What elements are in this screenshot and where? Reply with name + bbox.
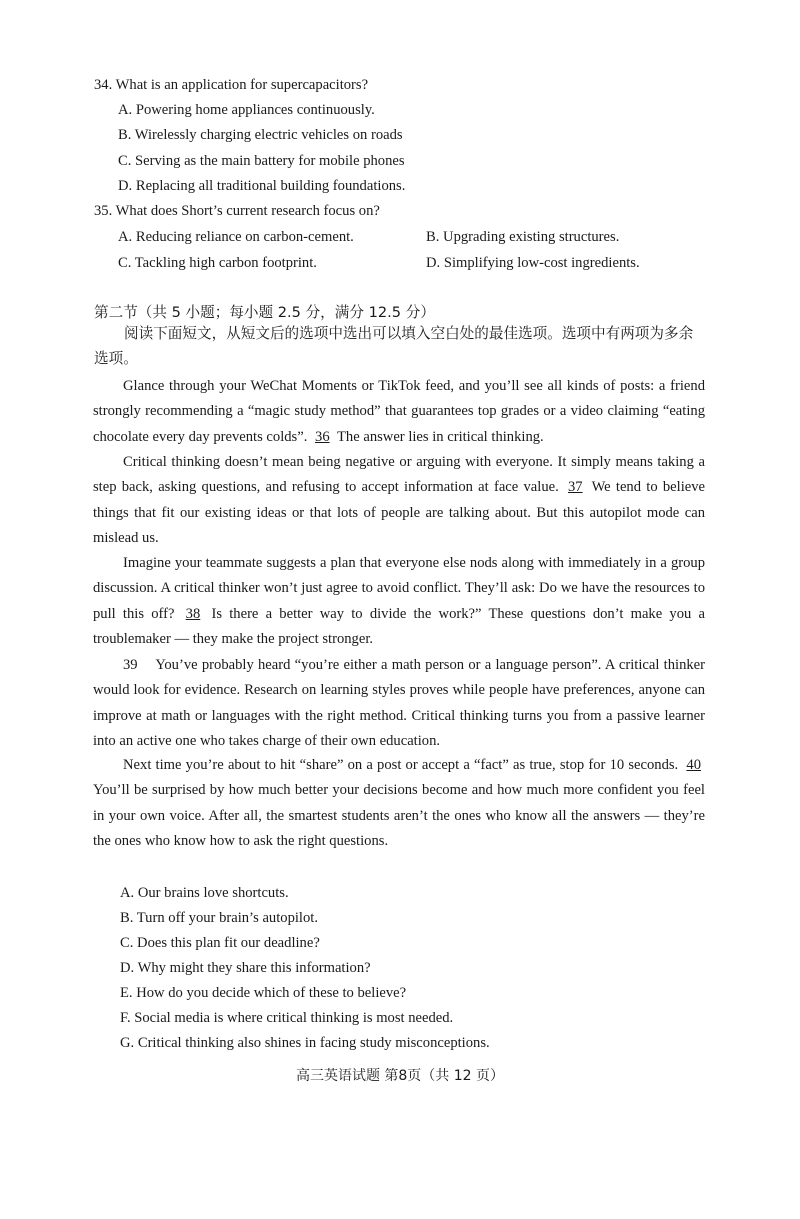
passage-paragraph-2 xyxy=(93,450,705,552)
blank-38: 38 xyxy=(185,605,201,622)
section-instruction: 阅读下面短文，从短文后的选项中选出可以填入空白处的最佳选项。选项中有两项为多余选项。 xyxy=(94,325,694,367)
passage-text: You’ve probably heard “you’re either a math person or a language person”. A critical thinker would look for evidence. Research on learning styles proves while people have preferences, anyone can improve at math or languages with the right method. Critical thinking turns you from a passive learner into an active one who takes charge of their own education. xyxy=(93,657,705,750)
passage-text: Critical thinking doesn’t mean being negative or arguing with everyone. It simply means taking a step back, asking questions, and refusing to accept information at face value. xyxy=(93,454,705,496)
page-footer: 高三英语试题 第8页（共 12 页） xyxy=(295,1068,505,1084)
passage-paragraph-5 xyxy=(93,753,705,855)
blank-36: 36 xyxy=(315,428,330,445)
question-35-stem: 35. What does Short’s current research focus on? xyxy=(94,203,380,219)
passage-paragraph-4 xyxy=(93,653,705,755)
blank-39: 39 xyxy=(123,657,138,673)
choice-c: C. Does this plan fit our deadline? xyxy=(120,935,320,951)
choice-e: E. How do you decide which of these to believe? xyxy=(120,985,407,1001)
choice-d: D. Why might they share this information? xyxy=(120,960,371,976)
choice-g: G. Critical thinking also shines in facing study misconceptions. xyxy=(120,1035,490,1051)
question-34-option-d: D. Replacing all traditional building foundations. xyxy=(118,178,406,194)
choice-b: B. Turn off your brain’s autopilot. xyxy=(120,910,318,926)
question-35-option-c: C. Tackling high carbon footprint. xyxy=(118,255,317,271)
question-35-option-d: D. Simplifying low-cost ingredients. xyxy=(426,255,640,271)
blank-40: 40 xyxy=(686,757,701,773)
passage-paragraph-3 xyxy=(93,551,705,653)
passage-text: Imagine your teammate suggests a plan that everyone else nods along with immediately in a group discussion. A critical thinker won’t just agree to avoid conflict. They’ll ask: Do we have the resources to pull this off? xyxy=(93,555,705,622)
question-34-option-a: A. Powering home appliances continuously. xyxy=(118,102,375,118)
passage-text: Is there a better way to divide the work?” These questions don’t make you a troublemaker — they make the project stronger. xyxy=(93,605,705,648)
question-35-option-a: A. Reducing reliance on carbon-cement. xyxy=(118,229,354,245)
question-35-option-b: B. Upgrading existing structures. xyxy=(426,229,620,245)
passage-paragraph-1 xyxy=(93,374,705,450)
section-heading: 第二节（共 5 小题；每小题 2.5 分，满分 12.5 分） xyxy=(94,304,435,321)
question-34-option-c: C. Serving as the main battery for mobile phones xyxy=(118,153,405,169)
choice-f: F. Social media is where critical thinking is most needed. xyxy=(120,1010,454,1026)
passage-text: We tend to believe things that fit our existing ideas or that lots of people are talking about. But this autopilot mode can mislead us. xyxy=(93,479,706,547)
passage-text: Glance through your WeChat Moments or TikTok feed, and you’ll see all kinds of posts: a friend strongly recommending a “magic study method” that guarantees top grades or a video claiming “eating chocolate every day prevents colds”. xyxy=(93,378,705,445)
passage-text: You’ll be surprised by how much better your decisions become and how much more confident you feel in your own voice. After all, the smartest students aren’t the ones who know all the answers — they’re the ones who know how to ask the right questions. xyxy=(93,782,705,850)
choice-a: A. Our brains love shortcuts. xyxy=(120,885,289,901)
passage-text: The answer lies in critical thinking. xyxy=(337,428,544,445)
blank-37: 37 xyxy=(568,479,583,496)
passage-text: Next time you’re about to hit “share” on a post or accept a “fact” as true, stop for 10 seconds. xyxy=(123,757,679,773)
question-34-stem: 34. What is an application for supercapacitors? xyxy=(94,77,369,93)
question-34-option-b: B. Wirelessly charging electric vehicles on roads xyxy=(118,127,403,143)
